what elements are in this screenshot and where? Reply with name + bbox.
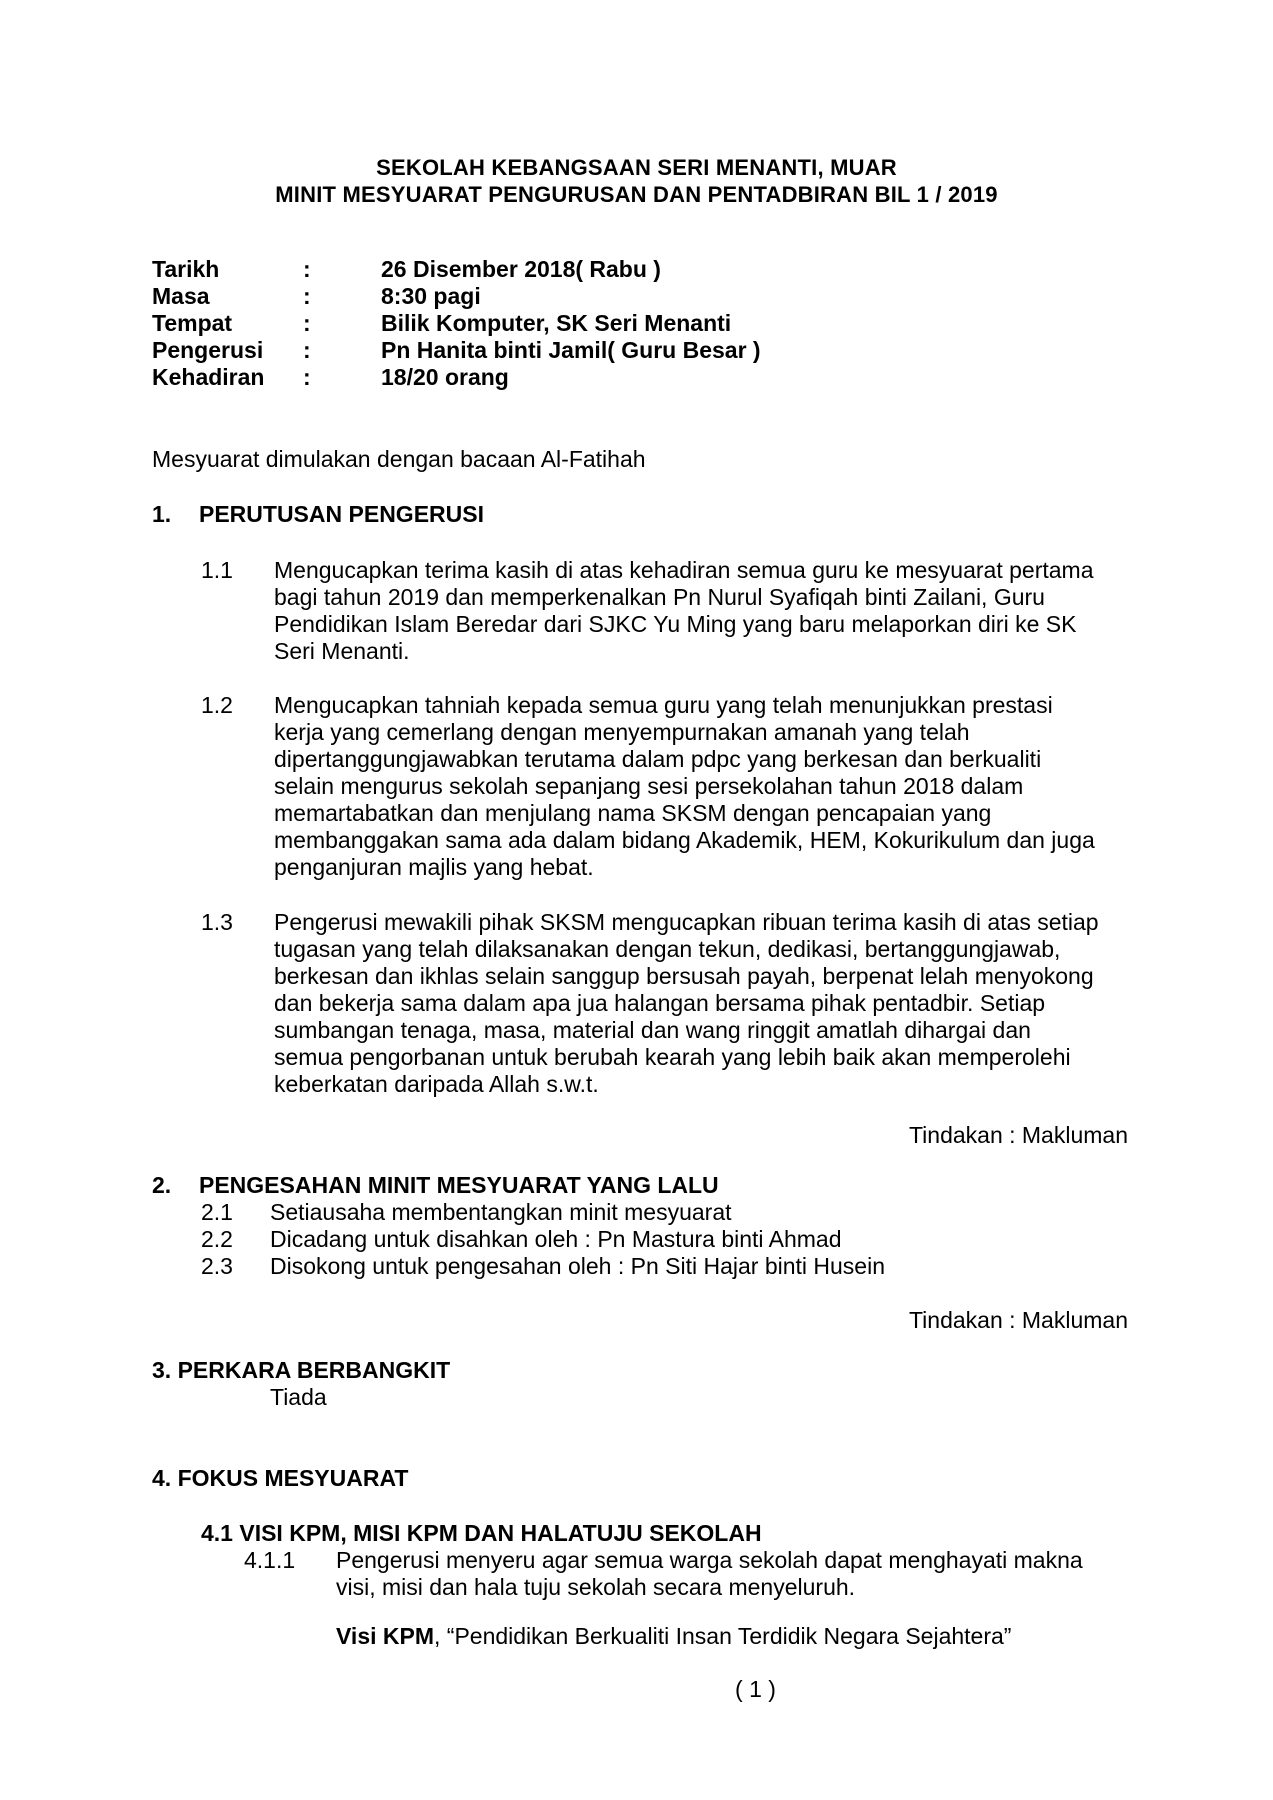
paragraph-line: memartabatkan dan menjulang nama SKSM dengan pencapaian yang bbox=[274, 800, 992, 826]
section-heading: PENGESAHAN MINIT MESYUARAT YANG LALU bbox=[199, 1172, 719, 1198]
vision-text: , “Pendidikan Berkualiti Insan Terdidik Negara Sejahtera” bbox=[434, 1623, 1012, 1649]
section-heading: 4. FOKUS MESYUARAT bbox=[152, 1465, 409, 1491]
info-value-date: 26 Disember 2018( Rabu ) bbox=[381, 256, 661, 282]
paragraph-line: Pendidikan Islam Beredar dari SJKC Yu Ming yang baru melaporkan diri ke SK bbox=[274, 611, 1077, 637]
item-number: 4.1.1 bbox=[244, 1547, 296, 1573]
vision-statement bbox=[336, 1623, 1011, 1650]
item-number: 1.2 bbox=[201, 692, 233, 718]
item-text: Dicadang untuk disahkan oleh : Pn Mastura binti Ahmad bbox=[270, 1226, 842, 1252]
section-heading: 3. PERKARA BERBANGKIT bbox=[152, 1357, 451, 1383]
paragraph-line: selain mengurus sekolah sepanjang sesi persekolahan tahun 2018 dalam bbox=[274, 773, 1024, 799]
paragraph-line: tugasan yang telah dilaksanakan dengan tekun, dedikasi, bertanggungjawab, bbox=[274, 936, 1061, 962]
paragraph-line: Pengerusi mewakili pihak SKSM mengucapkan ribuan terima kasih di atas setiap bbox=[274, 909, 1099, 935]
paragraph-line: keberkatan daripada Allah s.w.t. bbox=[274, 1071, 599, 1097]
subsection-heading: 4.1 VISI KPM, MISI KPM DAN HALATUJU SEKOLAH bbox=[201, 1520, 762, 1546]
info-value-venue: Bilik Komputer, SK Seri Menanti bbox=[381, 310, 732, 336]
action-note: Tindakan : Makluman bbox=[908, 1307, 1128, 1333]
page-number: ( 1 ) bbox=[735, 1676, 776, 1702]
info-label-attendance: Kehadiran bbox=[152, 364, 265, 390]
paragraph-line: dan bekerja sama dalam apa jua halangan bersama pihak pentadbir. Setiap bbox=[274, 990, 1046, 1016]
item-paragraph bbox=[274, 692, 1273, 881]
section-heading: PERUTUSAN PENGERUSI bbox=[199, 501, 484, 527]
info-label-venue: Tempat bbox=[152, 310, 233, 336]
paragraph-line: Mengucapkan terima kasih di atas kehadiran semua guru ke mesyuarat pertama bbox=[274, 557, 1094, 583]
item-number: 1.1 bbox=[201, 557, 233, 583]
info-separator: : bbox=[303, 310, 311, 336]
paragraph-line: Mengucapkan tahniah kepada semua guru yang telah menunjukkan prestasi bbox=[274, 692, 1053, 718]
info-separator: : bbox=[303, 283, 311, 309]
item-paragraph bbox=[336, 1547, 1273, 1601]
info-separator: : bbox=[303, 256, 311, 282]
paragraph-line: bagi tahun 2019 dan memperkenalkan Pn Nurul Syafiqah binti Zailani, Guru bbox=[274, 584, 1045, 610]
paragraph-line: sumbangan tenaga, masa, material dan wang ringgit amatlah dihargai dan bbox=[274, 1017, 1031, 1043]
item-paragraph bbox=[274, 557, 1273, 665]
section-text: Tiada bbox=[270, 1384, 327, 1410]
info-label-time: Masa bbox=[152, 283, 210, 309]
info-separator: : bbox=[303, 337, 311, 363]
info-label-date: Tarikh bbox=[152, 256, 220, 282]
item-text: Disokong untuk pengesahan oleh : Pn Siti Hajar binti Husein bbox=[270, 1253, 885, 1279]
item-number: 2.1 bbox=[201, 1199, 233, 1225]
section-number: 1. bbox=[152, 501, 172, 527]
paragraph-line: Seri Menanti. bbox=[274, 638, 410, 664]
section-number: 2. bbox=[152, 1172, 172, 1198]
info-label-chair: Pengerusi bbox=[152, 337, 264, 363]
info-separator: : bbox=[303, 364, 311, 390]
item-number: 1.3 bbox=[201, 909, 233, 935]
paragraph-line: dipertanggungjawabkan terutama dalam pdpc yang berkesan dan berkualiti bbox=[274, 746, 1042, 772]
vision-label: Visi KPM bbox=[336, 1623, 434, 1649]
paragraph-line: Pengerusi menyeru agar semua warga sekolah dapat menghayati makna bbox=[336, 1547, 1083, 1573]
paragraph-line: visi, misi dan hala tuju sekolah secara menyeluruh. bbox=[336, 1574, 856, 1600]
info-value-time: 8:30 pagi bbox=[381, 283, 481, 309]
paragraph-line: semua pengorbanan untuk berubah kearah yang lebih baik akan memperolehi bbox=[274, 1044, 1071, 1070]
school-name-heading: SEKOLAH KEBANGSAAN SERI MENANTI, MUAR bbox=[376, 155, 897, 180]
item-number: 2.2 bbox=[201, 1226, 233, 1252]
item-text: Setiausaha membentangkan minit mesyuarat bbox=[270, 1199, 732, 1225]
paragraph-line: penganjuran majlis yang hebat. bbox=[274, 854, 594, 880]
info-value-attendance: 18/20 orang bbox=[381, 364, 509, 390]
paragraph-line: berkesan dan ikhlas selain sanggup bersusah payah, berpenat lelah menyokong bbox=[274, 963, 1094, 989]
paragraph-line: kerja yang cemerlang dengan menyempurnakan amanah yang telah bbox=[274, 719, 970, 745]
item-number: 2.3 bbox=[201, 1253, 233, 1279]
opening-remark: Mesyuarat dimulakan dengan bacaan Al-Fatihah bbox=[152, 446, 646, 472]
info-value-chair: Pn Hanita binti Jamil( Guru Besar ) bbox=[381, 337, 761, 363]
action-note: Tindakan : Makluman bbox=[908, 1122, 1128, 1148]
paragraph-line: membanggakan sama ada dalam bidang Akademik, HEM, Kokurikulum dan juga bbox=[274, 827, 1095, 853]
item-paragraph bbox=[274, 909, 1273, 1098]
minutes-title-heading: MINIT MESYUARAT PENGURUSAN DAN PENTADBIRAN BIL 1 / 2019 bbox=[275, 182, 998, 207]
